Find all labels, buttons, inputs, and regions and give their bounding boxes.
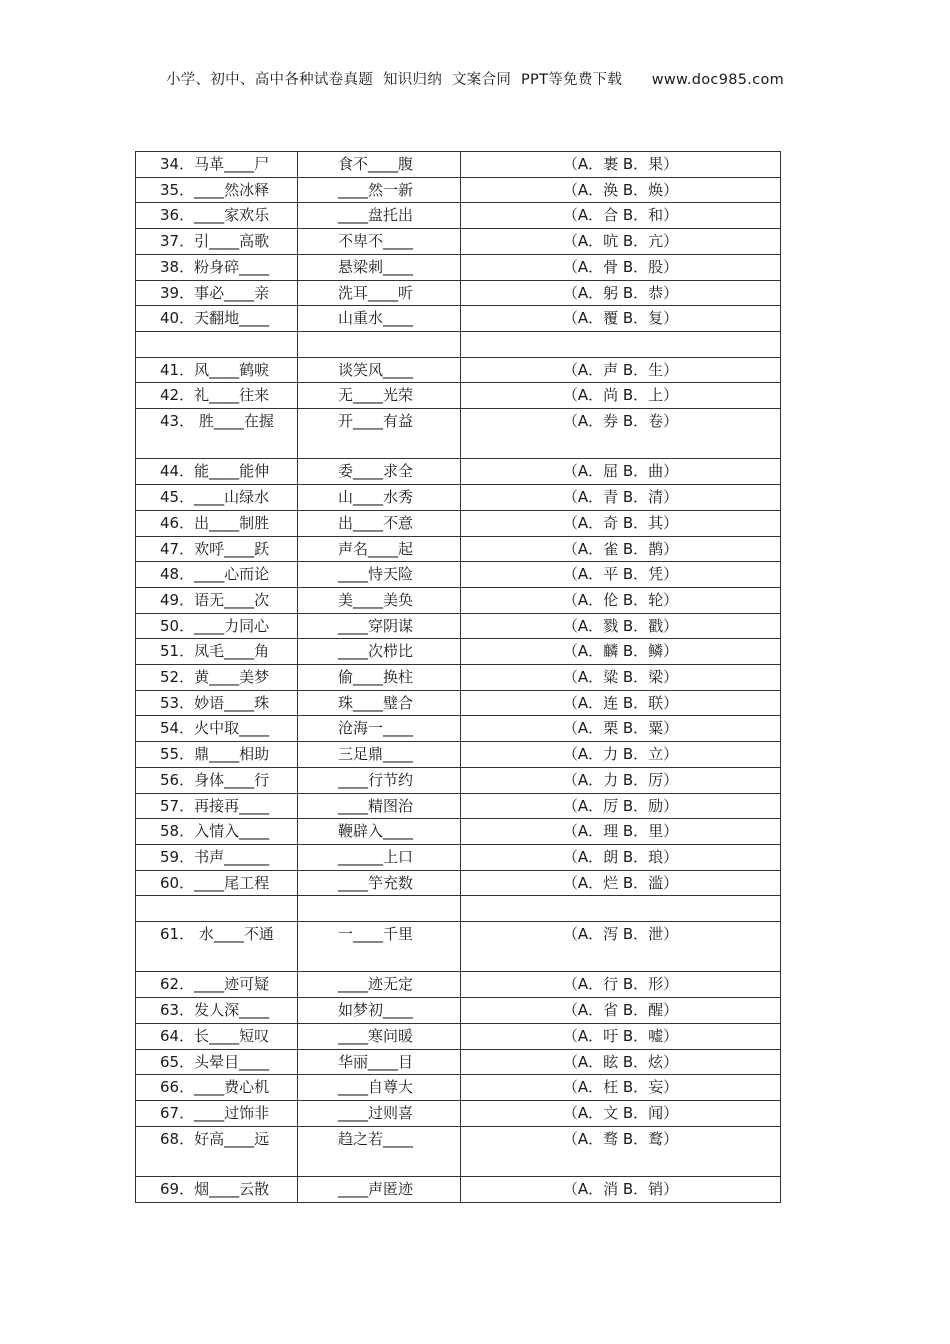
- idiom-right-cell: [298, 459, 461, 485]
- options-cell: [461, 152, 781, 178]
- idiom-right-cell-text: 美____美奂: [338, 590, 414, 609]
- table-row: [136, 613, 781, 639]
- idiom-right-cell: [298, 152, 461, 178]
- options-cell: [461, 562, 781, 588]
- idiom-left-cell: [136, 510, 298, 536]
- table-row: [136, 510, 781, 536]
- idiom-right-cell-text: ____声匿迹: [338, 1180, 414, 1199]
- options-cell-text: （A．粱 B．梁）: [562, 668, 679, 687]
- idiom-left-cell: [136, 280, 298, 306]
- idiom-right-cell-text: 委____求全: [338, 462, 414, 481]
- idiom-left-cell: [136, 1126, 298, 1176]
- idiom-right-cell-text: 华丽____目: [338, 1052, 414, 1071]
- idiom-right-cell: [298, 665, 461, 691]
- idiom-left-cell-text: 38．粉身碎____: [160, 257, 270, 276]
- options-cell-text: （A．文 B．闻）: [562, 1103, 679, 1122]
- idiom-right-cell: [298, 972, 461, 998]
- table-row: [136, 536, 781, 562]
- options-cell-text: （A．青 B．清）: [562, 488, 679, 507]
- options-cell: [461, 639, 781, 665]
- table-row: [136, 383, 781, 409]
- idiom-left-cell: [136, 177, 298, 203]
- idiom-left-cell: [136, 203, 298, 229]
- idiom-right-cell-text: ____穿阴谋: [338, 616, 414, 635]
- table-row: [136, 819, 781, 845]
- options-cell: [461, 870, 781, 896]
- idiom-left-cell-text: 62．____迹可疑: [160, 975, 270, 994]
- idiom-right-cell: [298, 409, 461, 459]
- idiom-left-cell: [136, 998, 298, 1024]
- table-row: [136, 177, 781, 203]
- idiom-right-cell: [298, 613, 461, 639]
- idiom-right-cell: [298, 1023, 461, 1049]
- idiom-right-cell-text: ____恃天险: [338, 565, 414, 584]
- idiom-right-cell-text: ____然一新: [338, 180, 414, 199]
- options-cell-text: （A．栗 B．粟）: [562, 719, 679, 738]
- options-cell-text: （A．裹 B．果）: [562, 155, 679, 173]
- idiom-right-cell-text: 无____光荣: [338, 386, 414, 405]
- options-cell-text: （A．屈 B．曲）: [562, 462, 679, 481]
- idiom-right-cell: [298, 562, 461, 588]
- options-cell: [461, 844, 781, 870]
- table-row: [136, 639, 781, 665]
- idiom-right-cell: [298, 896, 461, 922]
- idiom-right-cell: [298, 793, 461, 819]
- options-cell: [461, 665, 781, 691]
- idiom-right-cell: [298, 510, 461, 536]
- idiom-right-cell: [298, 716, 461, 742]
- idiom-left-cell-text: 36．____家欢乐: [160, 206, 270, 225]
- options-cell: [461, 1177, 781, 1203]
- idiom-right-cell-text: ____精图治: [338, 796, 414, 815]
- options-cell: [461, 383, 781, 409]
- options-cell: [461, 459, 781, 485]
- idiom-right-cell: [298, 922, 461, 972]
- idiom-left-cell: [136, 331, 298, 357]
- idiom-left-cell-text: 53．妙语____珠: [160, 693, 270, 712]
- idiom-right-cell-text: 珠____璧合: [338, 693, 414, 712]
- idiom-left-cell-text: 46．出____制胜: [160, 513, 270, 532]
- idiom-left-cell: [136, 742, 298, 768]
- idiom-right-cell-text: ____迹无定: [338, 975, 414, 994]
- table-row: [136, 1100, 781, 1126]
- idiom-left-cell-text: 52．黄____美梦: [160, 668, 270, 687]
- idiom-left-cell-text: 42．礼____往来: [160, 386, 270, 405]
- table-row: [136, 306, 781, 332]
- options-cell-text: （A．省 B．醒）: [562, 1001, 679, 1020]
- idiom-left-cell-text: 60．____尾工程: [160, 873, 270, 892]
- table-row: [136, 409, 781, 459]
- idiom-right-cell: [298, 485, 461, 511]
- idiom-right-cell: [298, 536, 461, 562]
- options-cell: [461, 690, 781, 716]
- page-header: 小学、初中、高中各种试卷真题 知识归纳 文案合同 PPT等免费下载 www.doc985.com: [165, 72, 785, 88]
- options-cell: [461, 716, 781, 742]
- options-cell: [461, 229, 781, 255]
- idiom-right-cell-text: 出____不意: [338, 513, 414, 532]
- options-cell-text: （A．朗 B．琅）: [562, 847, 679, 866]
- options-cell: [461, 1023, 781, 1049]
- idiom-left-cell: [136, 409, 298, 459]
- table-row: [136, 1023, 781, 1049]
- options-cell: [461, 536, 781, 562]
- options-cell: [461, 177, 781, 203]
- idiom-left-cell-text: 44．能____能伸: [160, 462, 270, 481]
- table-row: [136, 587, 781, 613]
- idiom-right-cell: [298, 1100, 461, 1126]
- idiom-left-cell-text: 40．天翻地____: [160, 309, 270, 328]
- table-row: [136, 1177, 781, 1203]
- table-row: [136, 562, 781, 588]
- table-row: [136, 254, 781, 280]
- idiom-left-cell-text: 69．烟____云散: [160, 1180, 270, 1199]
- idiom-left-cell-text: 54．火中取____: [160, 719, 270, 738]
- options-cell-text: （A．麟 B．鳞）: [562, 642, 679, 661]
- idiom-right-cell-text: ______上口: [338, 847, 414, 866]
- idiom-right-cell-text: ____竽充数: [338, 873, 414, 892]
- spacer-row: [136, 896, 781, 922]
- table-row: [136, 152, 781, 178]
- idiom-left-cell: [136, 536, 298, 562]
- idiom-right-cell-text: 山重水____: [338, 309, 414, 328]
- idiom-left-cell-text: 39．事必____亲: [160, 283, 270, 302]
- options-cell: [461, 767, 781, 793]
- options-cell-text: （A．合 B．和）: [562, 206, 679, 225]
- options-cell-text: （A．尚 B．上）: [562, 386, 679, 405]
- idiom-left-cell: [136, 152, 298, 178]
- options-cell-text: （A．平 B．凭）: [562, 565, 679, 584]
- idiom-left-cell: [136, 922, 298, 972]
- idiom-left-cell-text: 66．____费心机: [160, 1078, 270, 1097]
- idiom-left-cell: [136, 819, 298, 845]
- options-cell-text: （A．烂 B．滥）: [562, 873, 679, 892]
- idiom-left-cell: [136, 639, 298, 665]
- idiom-right-cell-text: 声名____起: [338, 539, 414, 558]
- idiom-right-cell-text: ____过则喜: [338, 1103, 414, 1122]
- options-cell-text: （A．躬 B．恭）: [562, 283, 679, 302]
- idiom-right-cell: [298, 819, 461, 845]
- idiom-right-cell-text: 如梦初____: [338, 1001, 414, 1020]
- idiom-left-cell: [136, 1100, 298, 1126]
- idiom-right-cell: [298, 177, 461, 203]
- idiom-left-cell-text: 34．马革____尸: [160, 155, 270, 173]
- idiom-right-cell-text: 食不____腹: [338, 155, 414, 173]
- options-cell: [461, 254, 781, 280]
- table-row: [136, 793, 781, 819]
- table-row: [136, 229, 781, 255]
- idiom-left-cell-text: 51．凤毛____角: [160, 642, 270, 661]
- options-cell: [461, 306, 781, 332]
- options-cell: [461, 203, 781, 229]
- idiom-right-cell-text: 开____有益: [338, 412, 414, 431]
- idiom-left-cell-text: 41．风____鹤唳: [160, 360, 270, 379]
- idiom-right-cell-text: ____盘托出: [338, 206, 414, 225]
- options-cell-text: （A．骨 B．股）: [562, 257, 679, 276]
- idiom-right-cell-text: 悬梁刺____: [338, 257, 414, 276]
- idiom-left-cell: [136, 459, 298, 485]
- idiom-left-cell-text: 61． 水____不通: [160, 925, 274, 944]
- idiom-right-cell: [298, 229, 461, 255]
- idiom-right-cell-text: ____自尊大: [338, 1078, 414, 1097]
- idiom-left-cell: [136, 690, 298, 716]
- idiom-right-cell-text: ____寒问暖: [338, 1026, 414, 1045]
- table-row: [136, 690, 781, 716]
- table-row: [136, 922, 781, 972]
- options-cell: [461, 613, 781, 639]
- idiom-left-cell: [136, 383, 298, 409]
- idiom-left-cell-text: 47．欢呼____跃: [160, 539, 270, 558]
- options-cell-text: （A．枉 B．妄）: [562, 1078, 679, 1097]
- idiom-right-cell-text: 不卑不____: [338, 232, 414, 251]
- idiom-left-cell: [136, 665, 298, 691]
- options-cell: [461, 357, 781, 383]
- idiom-left-cell-text: 63．发人深____: [160, 1001, 270, 1020]
- table-row: [136, 844, 781, 870]
- idiom-left-cell: [136, 793, 298, 819]
- idiom-right-cell-text: 偷____换柱: [338, 668, 414, 687]
- options-cell-text: （A．理 B．里）: [562, 822, 679, 841]
- idiom-right-cell: [298, 870, 461, 896]
- options-cell-text: （A．奇 B．其）: [562, 513, 679, 532]
- idiom-left-cell: [136, 716, 298, 742]
- idiom-left-cell: [136, 613, 298, 639]
- options-cell: [461, 331, 781, 357]
- idiom-right-cell-text: ____次栉比: [338, 642, 414, 661]
- idiom-right-cell: [298, 844, 461, 870]
- options-cell-text: （A．声 B．生）: [562, 360, 679, 379]
- options-cell-text: （A．券 B．卷）: [562, 412, 679, 431]
- table-row: [136, 1049, 781, 1075]
- idiom-left-cell: [136, 562, 298, 588]
- idiom-left-cell-text: 57．再接再____: [160, 796, 270, 815]
- spacer-row: [136, 331, 781, 357]
- idiom-left-cell: [136, 587, 298, 613]
- idiom-right-cell: [298, 1126, 461, 1176]
- idiom-right-cell-text: 一____千里: [338, 925, 414, 944]
- idiom-left-cell: [136, 229, 298, 255]
- options-cell: [461, 998, 781, 1024]
- table-row: [136, 280, 781, 306]
- options-cell-text: （A．厉 B．励）: [562, 796, 679, 815]
- options-cell: [461, 793, 781, 819]
- idiom-right-cell: [298, 1075, 461, 1101]
- idiom-left-cell-text: 58．入情入____: [160, 822, 270, 841]
- options-cell-text: （A．消 B．销）: [562, 1180, 679, 1199]
- table-row: [136, 870, 781, 896]
- table-row: [136, 998, 781, 1024]
- table-row: [136, 459, 781, 485]
- options-cell-text: （A．伦 B．轮）: [562, 590, 679, 609]
- table-row: [136, 203, 781, 229]
- idiom-right-cell: [298, 254, 461, 280]
- idiom-right-cell: [298, 767, 461, 793]
- options-cell: [461, 280, 781, 306]
- idiom-left-cell: [136, 485, 298, 511]
- options-cell: [461, 1049, 781, 1075]
- idiom-left-cell-text: 43． 胜____在握: [160, 412, 274, 431]
- idiom-left-cell: [136, 357, 298, 383]
- table-row: [136, 1126, 781, 1176]
- idiom-right-cell: [298, 383, 461, 409]
- idiom-left-cell-text: 68．好高____远: [160, 1129, 270, 1148]
- idiom-right-cell-text: 沧海一____: [338, 719, 414, 738]
- options-cell: [461, 896, 781, 922]
- table-row: [136, 972, 781, 998]
- idiom-right-cell: [298, 690, 461, 716]
- idiom-right-cell: [298, 1049, 461, 1075]
- idiom-left-cell-text: 59．书声______: [160, 847, 270, 866]
- idiom-right-cell-text: 三足鼎____: [338, 745, 414, 764]
- idiom-left-cell-text: 48．____心而论: [160, 565, 270, 584]
- idiom-left-cell: [136, 972, 298, 998]
- options-cell: [461, 587, 781, 613]
- options-cell-text: （A．骛 B．鹜）: [562, 1129, 679, 1148]
- idiom-right-cell: [298, 742, 461, 768]
- idiom-right-cell-text: 山____水秀: [338, 488, 414, 507]
- idiom-left-cell-text: 37．引____高歌: [160, 232, 270, 251]
- idiom-right-cell: [298, 331, 461, 357]
- options-cell: [461, 972, 781, 998]
- idiom-left-cell-text: 55．鼎____相助: [160, 745, 270, 764]
- table-row: [136, 485, 781, 511]
- idiom-left-cell: [136, 844, 298, 870]
- options-cell: [461, 1075, 781, 1101]
- options-cell: [461, 485, 781, 511]
- idiom-left-cell: [136, 1075, 298, 1101]
- options-cell-text: （A．覆 B．复）: [562, 309, 679, 328]
- idiom-left-cell-text: 45．____山绿水: [160, 488, 270, 507]
- idiom-right-cell: [298, 357, 461, 383]
- options-cell-text: （A．行 B．形）: [562, 975, 679, 994]
- table-row: [136, 665, 781, 691]
- table-row: [136, 357, 781, 383]
- idiom-right-cell-text: 趋之若____: [338, 1129, 414, 1148]
- options-cell-text: （A．力 B．厉）: [562, 770, 679, 789]
- options-cell-text: （A．泻 B．泄）: [562, 925, 679, 944]
- idiom-right-cell-text: 谈笑风____: [338, 360, 414, 379]
- idiom-left-cell: [136, 1177, 298, 1203]
- idiom-right-cell: [298, 587, 461, 613]
- idiom-left-cell-text: 64．长____短叹: [160, 1026, 270, 1045]
- idiom-right-cell-text: 鞭辟入____: [338, 822, 414, 841]
- idiom-left-cell-text: 65．头晕目____: [160, 1052, 270, 1071]
- options-cell-text: （A．眩 B．炫）: [562, 1052, 679, 1071]
- idiom-right-cell: [298, 639, 461, 665]
- idiom-quiz-table: [135, 151, 781, 1203]
- options-cell-text: （A．吁 B．嘘）: [562, 1026, 679, 1045]
- idiom-left-cell: [136, 1049, 298, 1075]
- options-cell: [461, 1126, 781, 1176]
- options-cell: [461, 742, 781, 768]
- options-cell-text: （A．力 B．立）: [562, 745, 679, 764]
- idiom-left-cell: [136, 896, 298, 922]
- options-cell-text: （A．吭 B．亢）: [562, 232, 679, 251]
- options-cell: [461, 819, 781, 845]
- idiom-right-cell: [298, 306, 461, 332]
- idiom-left-cell: [136, 870, 298, 896]
- options-cell-text: （A．连 B．联）: [562, 693, 679, 712]
- idiom-left-cell: [136, 767, 298, 793]
- options-cell-text: （A．戮 B．戳）: [562, 616, 679, 635]
- idiom-right-cell-text: 洗耳____听: [338, 283, 414, 302]
- idiom-left-cell-text: 67．____过饰非: [160, 1103, 270, 1122]
- idiom-right-cell: [298, 1177, 461, 1203]
- idiom-right-cell: [298, 203, 461, 229]
- idiom-right-cell: [298, 998, 461, 1024]
- idiom-left-cell: [136, 1023, 298, 1049]
- idiom-left-cell-text: 50．____力同心: [160, 616, 270, 635]
- options-cell: [461, 409, 781, 459]
- table-row: [136, 716, 781, 742]
- options-cell-text: （A．雀 B．鹊）: [562, 539, 679, 558]
- idiom-right-cell: [298, 280, 461, 306]
- table-row: [136, 1075, 781, 1101]
- options-cell: [461, 1100, 781, 1126]
- quiz-table-body: [136, 152, 781, 1203]
- idiom-right-cell-text: ____行节约: [338, 770, 414, 789]
- idiom-left-cell-text: 49．语无____次: [160, 590, 270, 609]
- options-cell: [461, 510, 781, 536]
- idiom-left-cell-text: 56．身体____行: [160, 770, 270, 789]
- table-row: [136, 742, 781, 768]
- options-cell: [461, 922, 781, 972]
- idiom-left-cell: [136, 254, 298, 280]
- table-row: [136, 767, 781, 793]
- idiom-left-cell: [136, 306, 298, 332]
- options-cell-text: （A．涣 B．焕）: [562, 180, 679, 199]
- idiom-left-cell-text: 35．____然冰释: [160, 180, 270, 199]
